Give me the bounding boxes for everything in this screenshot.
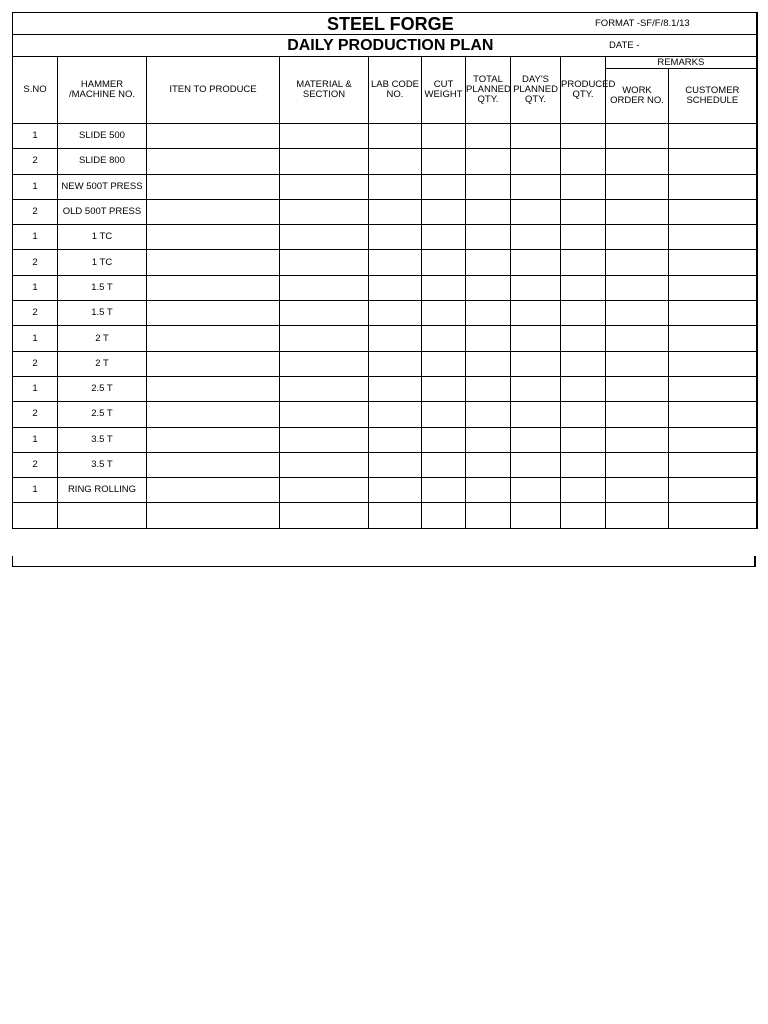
produced-cell[interactable]: [561, 326, 606, 351]
lab-code-cell[interactable]: [369, 351, 422, 376]
total-planned-cell[interactable]: [466, 301, 511, 326]
produced-cell[interactable]: [561, 427, 606, 452]
total-planned-cell[interactable]: [466, 503, 511, 528]
production-plan-table: [12, 12, 758, 529]
company-title: STEEL FORGE: [326, 13, 454, 34]
table-row: [13, 452, 757, 477]
table-row: [13, 275, 757, 300]
header-total-planned: TOTAL PLANNED QTY.: [466, 57, 511, 124]
work-order-cell[interactable]: [606, 149, 669, 174]
total-planned-cell[interactable]: [466, 452, 511, 477]
produced-cell[interactable]: [561, 225, 606, 250]
table-row: [13, 402, 757, 427]
material-cell[interactable]: [280, 225, 369, 250]
material-cell[interactable]: [280, 174, 369, 199]
sno-cell: 2: [13, 199, 58, 224]
lab-code-cell[interactable]: [369, 427, 422, 452]
item-cell[interactable]: [147, 250, 280, 275]
days-planned-cell[interactable]: [511, 351, 561, 376]
sno-cell: 2: [13, 301, 58, 326]
header-days-planned: DAY'S PLANNED QTY.: [511, 57, 561, 124]
lab-code-cell[interactable]: [369, 452, 422, 477]
customer-schedule-cell[interactable]: [669, 376, 757, 401]
days-planned-cell[interactable]: [511, 402, 561, 427]
produced-cell[interactable]: [561, 452, 606, 477]
table-row: [13, 376, 757, 401]
machine-cell: SLIDE 800: [58, 149, 147, 174]
total-planned-cell[interactable]: [466, 275, 511, 300]
days-planned-cell[interactable]: [511, 427, 561, 452]
material-cell[interactable]: [280, 351, 369, 376]
cut-weight-cell[interactable]: [422, 376, 466, 401]
sno-cell: 1: [13, 478, 58, 503]
table-row: [13, 351, 757, 376]
sno-cell: 1: [13, 427, 58, 452]
format-code: FORMAT -SF/F/8.1/13: [595, 17, 690, 29]
work-order-cell[interactable]: [606, 478, 669, 503]
machine-cell: 3.5 T: [58, 452, 147, 477]
cut-weight-cell[interactable]: [422, 199, 466, 224]
total-planned-cell[interactable]: [466, 351, 511, 376]
item-cell[interactable]: [147, 452, 280, 477]
lab-code-cell[interactable]: [369, 124, 422, 149]
customer-schedule-cell[interactable]: [669, 452, 757, 477]
total-planned-cell[interactable]: [466, 326, 511, 351]
header-produced: PRODUCED QTY.: [561, 57, 606, 124]
cut-weight-cell[interactable]: [422, 402, 466, 427]
lab-code-cell[interactable]: [369, 250, 422, 275]
produced-cell[interactable]: [561, 199, 606, 224]
total-planned-cell[interactable]: [466, 124, 511, 149]
customer-schedule-cell[interactable]: [669, 199, 757, 224]
customer-schedule-cell[interactable]: [669, 503, 757, 528]
lab-code-cell[interactable]: [369, 301, 422, 326]
item-cell[interactable]: [147, 225, 280, 250]
machine-cell: 2.5 T: [58, 376, 147, 401]
work-order-cell[interactable]: [606, 301, 669, 326]
machine-cell: 2 T: [58, 351, 147, 376]
item-cell[interactable]: [147, 199, 280, 224]
lab-code-cell[interactable]: [369, 149, 422, 174]
customer-schedule-cell[interactable]: [669, 250, 757, 275]
material-cell[interactable]: [280, 124, 369, 149]
cut-weight-cell[interactable]: [422, 452, 466, 477]
header-material-section: MATERIAL & SECTION: [280, 57, 369, 124]
material-cell[interactable]: [280, 149, 369, 174]
work-order-cell[interactable]: [606, 124, 669, 149]
produced-cell[interactable]: [561, 301, 606, 326]
produced-cell[interactable]: [561, 503, 606, 528]
item-cell[interactable]: [147, 174, 280, 199]
days-planned-cell[interactable]: [511, 149, 561, 174]
lab-code-cell[interactable]: [369, 225, 422, 250]
material-cell[interactable]: [280, 376, 369, 401]
header-remarks: REMARKS: [606, 57, 757, 69]
customer-schedule-cell[interactable]: [669, 149, 757, 174]
produced-cell[interactable]: [561, 275, 606, 300]
work-order-cell[interactable]: [606, 452, 669, 477]
sno-cell: 2: [13, 149, 58, 174]
item-cell[interactable]: [147, 301, 280, 326]
machine-cell: 1.5 T: [58, 275, 147, 300]
item-cell[interactable]: [147, 326, 280, 351]
cut-weight-cell[interactable]: [422, 351, 466, 376]
work-order-cell[interactable]: [606, 503, 669, 528]
produced-cell[interactable]: [561, 351, 606, 376]
lab-code-cell[interactable]: [369, 503, 422, 528]
cut-weight-cell[interactable]: [422, 427, 466, 452]
table-row: [13, 503, 757, 528]
sno-cell: 1: [13, 326, 58, 351]
machine-cell: 1 TC: [58, 225, 147, 250]
customer-schedule-cell[interactable]: [669, 326, 757, 351]
days-planned-cell[interactable]: [511, 301, 561, 326]
item-cell[interactable]: [147, 503, 280, 528]
production-plan-form: [12, 12, 756, 529]
work-order-cell[interactable]: [606, 199, 669, 224]
material-cell[interactable]: [280, 250, 369, 275]
header-hammer-machine: HAMMER /MACHINE NO.: [58, 57, 147, 124]
total-planned-cell[interactable]: [466, 376, 511, 401]
customer-schedule-cell[interactable]: [669, 427, 757, 452]
work-order-cell[interactable]: [606, 376, 669, 401]
header-lab-code: LAB CODE NO.: [369, 57, 422, 124]
table-row: [13, 427, 757, 452]
machine-cell: 1.5 T: [58, 301, 147, 326]
item-cell[interactable]: [147, 376, 280, 401]
table-row: [13, 225, 757, 250]
material-cell[interactable]: [280, 275, 369, 300]
work-order-cell[interactable]: [606, 174, 669, 199]
lab-code-cell[interactable]: [369, 478, 422, 503]
table-row: [13, 124, 757, 149]
material-cell[interactable]: [280, 301, 369, 326]
table-row: [13, 199, 757, 224]
sno-cell: 1: [13, 376, 58, 401]
cut-weight-cell[interactable]: [422, 149, 466, 174]
days-planned-cell[interactable]: [511, 250, 561, 275]
material-cell[interactable]: [280, 199, 369, 224]
work-order-cell[interactable]: [606, 326, 669, 351]
total-planned-cell[interactable]: [466, 149, 511, 174]
cut-weight-cell[interactable]: [422, 301, 466, 326]
days-planned-cell[interactable]: [511, 452, 561, 477]
sno-cell: [13, 503, 58, 528]
material-cell[interactable]: [280, 503, 369, 528]
table-row: [13, 301, 757, 326]
header-work-order: WORK ORDER NO.: [606, 69, 669, 124]
customer-schedule-cell[interactable]: [669, 351, 757, 376]
material-cell[interactable]: [280, 427, 369, 452]
produced-cell[interactable]: [561, 124, 606, 149]
machine-cell: 2.5 T: [58, 402, 147, 427]
days-planned-cell[interactable]: [511, 503, 561, 528]
days-planned-cell[interactable]: [511, 174, 561, 199]
cut-weight-cell[interactable]: [422, 250, 466, 275]
lab-code-cell[interactable]: [369, 174, 422, 199]
days-planned-cell[interactable]: [511, 225, 561, 250]
date-label: DATE -: [609, 39, 640, 51]
lab-code-cell[interactable]: [369, 376, 422, 401]
cut-weight-cell[interactable]: [422, 225, 466, 250]
sno-cell: 1: [13, 275, 58, 300]
total-planned-cell[interactable]: [466, 478, 511, 503]
days-planned-cell[interactable]: [511, 199, 561, 224]
produced-cell[interactable]: [561, 478, 606, 503]
work-order-cell[interactable]: [606, 402, 669, 427]
sno-cell: 1: [13, 124, 58, 149]
table-row: [13, 149, 757, 174]
lab-code-cell[interactable]: [369, 402, 422, 427]
total-planned-cell[interactable]: [466, 199, 511, 224]
produced-cell[interactable]: [561, 376, 606, 401]
customer-schedule-cell[interactable]: [669, 478, 757, 503]
machine-cell: 3.5 T: [58, 427, 147, 452]
table-row: [13, 250, 757, 275]
customer-schedule-cell[interactable]: [669, 174, 757, 199]
total-planned-cell[interactable]: [466, 427, 511, 452]
sno-cell: 1: [13, 174, 58, 199]
days-planned-cell[interactable]: [511, 478, 561, 503]
total-planned-cell[interactable]: [466, 250, 511, 275]
total-planned-cell[interactable]: [466, 174, 511, 199]
customer-schedule-cell[interactable]: [669, 225, 757, 250]
item-cell[interactable]: [147, 427, 280, 452]
material-cell[interactable]: [280, 326, 369, 351]
work-order-cell[interactable]: [606, 275, 669, 300]
produced-cell[interactable]: [561, 174, 606, 199]
table-row: [13, 478, 757, 503]
cut-weight-cell[interactable]: [422, 275, 466, 300]
produced-cell[interactable]: [561, 250, 606, 275]
machine-cell: OLD 500T PRESS: [58, 199, 147, 224]
sno-cell: 2: [13, 351, 58, 376]
total-planned-cell[interactable]: [466, 402, 511, 427]
header-cut-weight: CUT WEIGHT: [422, 57, 466, 124]
cut-weight-cell[interactable]: [422, 174, 466, 199]
lab-code-cell[interactable]: [369, 275, 422, 300]
table-row: [13, 326, 757, 351]
table-row: [13, 174, 757, 199]
item-cell[interactable]: [147, 124, 280, 149]
work-order-cell[interactable]: [606, 225, 669, 250]
item-cell[interactable]: [147, 402, 280, 427]
days-planned-cell[interactable]: [511, 326, 561, 351]
produced-cell[interactable]: [561, 402, 606, 427]
total-planned-cell[interactable]: [466, 225, 511, 250]
customer-schedule-cell[interactable]: [669, 124, 757, 149]
footer-box: [12, 556, 756, 567]
material-cell[interactable]: [280, 478, 369, 503]
item-cell[interactable]: [147, 149, 280, 174]
cut-weight-cell[interactable]: [422, 124, 466, 149]
customer-schedule-cell[interactable]: [669, 301, 757, 326]
cut-weight-cell[interactable]: [422, 478, 466, 503]
item-cell[interactable]: [147, 275, 280, 300]
machine-cell: 2 T: [58, 326, 147, 351]
lab-code-cell[interactable]: [369, 326, 422, 351]
cut-weight-cell[interactable]: [422, 503, 466, 528]
plan-title-cell: [13, 35, 757, 57]
sno-cell: 2: [13, 250, 58, 275]
days-planned-cell[interactable]: [511, 124, 561, 149]
header-customer-schedule: CUSTOMER SCHEDULE: [669, 69, 757, 124]
customer-schedule-cell[interactable]: [669, 275, 757, 300]
sno-cell: 1: [13, 225, 58, 250]
machine-cell: RING ROLLING: [58, 478, 147, 503]
sno-cell: 2: [13, 452, 58, 477]
plan-title: DAILY PRODUCTION PLAN: [287, 36, 494, 54]
item-cell[interactable]: [147, 351, 280, 376]
work-order-cell[interactable]: [606, 427, 669, 452]
cut-weight-cell[interactable]: [422, 326, 466, 351]
company-title-cell: [13, 13, 757, 35]
customer-schedule-cell[interactable]: [669, 402, 757, 427]
work-order-cell[interactable]: [606, 351, 669, 376]
material-cell[interactable]: [280, 452, 369, 477]
days-planned-cell[interactable]: [511, 275, 561, 300]
machine-cell: 1 TC: [58, 250, 147, 275]
days-planned-cell[interactable]: [511, 376, 561, 401]
sno-cell: 2: [13, 402, 58, 427]
produced-cell[interactable]: [561, 149, 606, 174]
machine-cell: [58, 503, 147, 528]
header-sno: S.NO: [13, 57, 58, 124]
material-cell[interactable]: [280, 402, 369, 427]
machine-cell: NEW 500T PRESS: [58, 174, 147, 199]
machine-cell: SLIDE 500: [58, 124, 147, 149]
item-cell[interactable]: [147, 478, 280, 503]
work-order-cell[interactable]: [606, 250, 669, 275]
header-item-to-produce: ITEN TO PRODUCE: [147, 57, 280, 124]
lab-code-cell[interactable]: [369, 199, 422, 224]
